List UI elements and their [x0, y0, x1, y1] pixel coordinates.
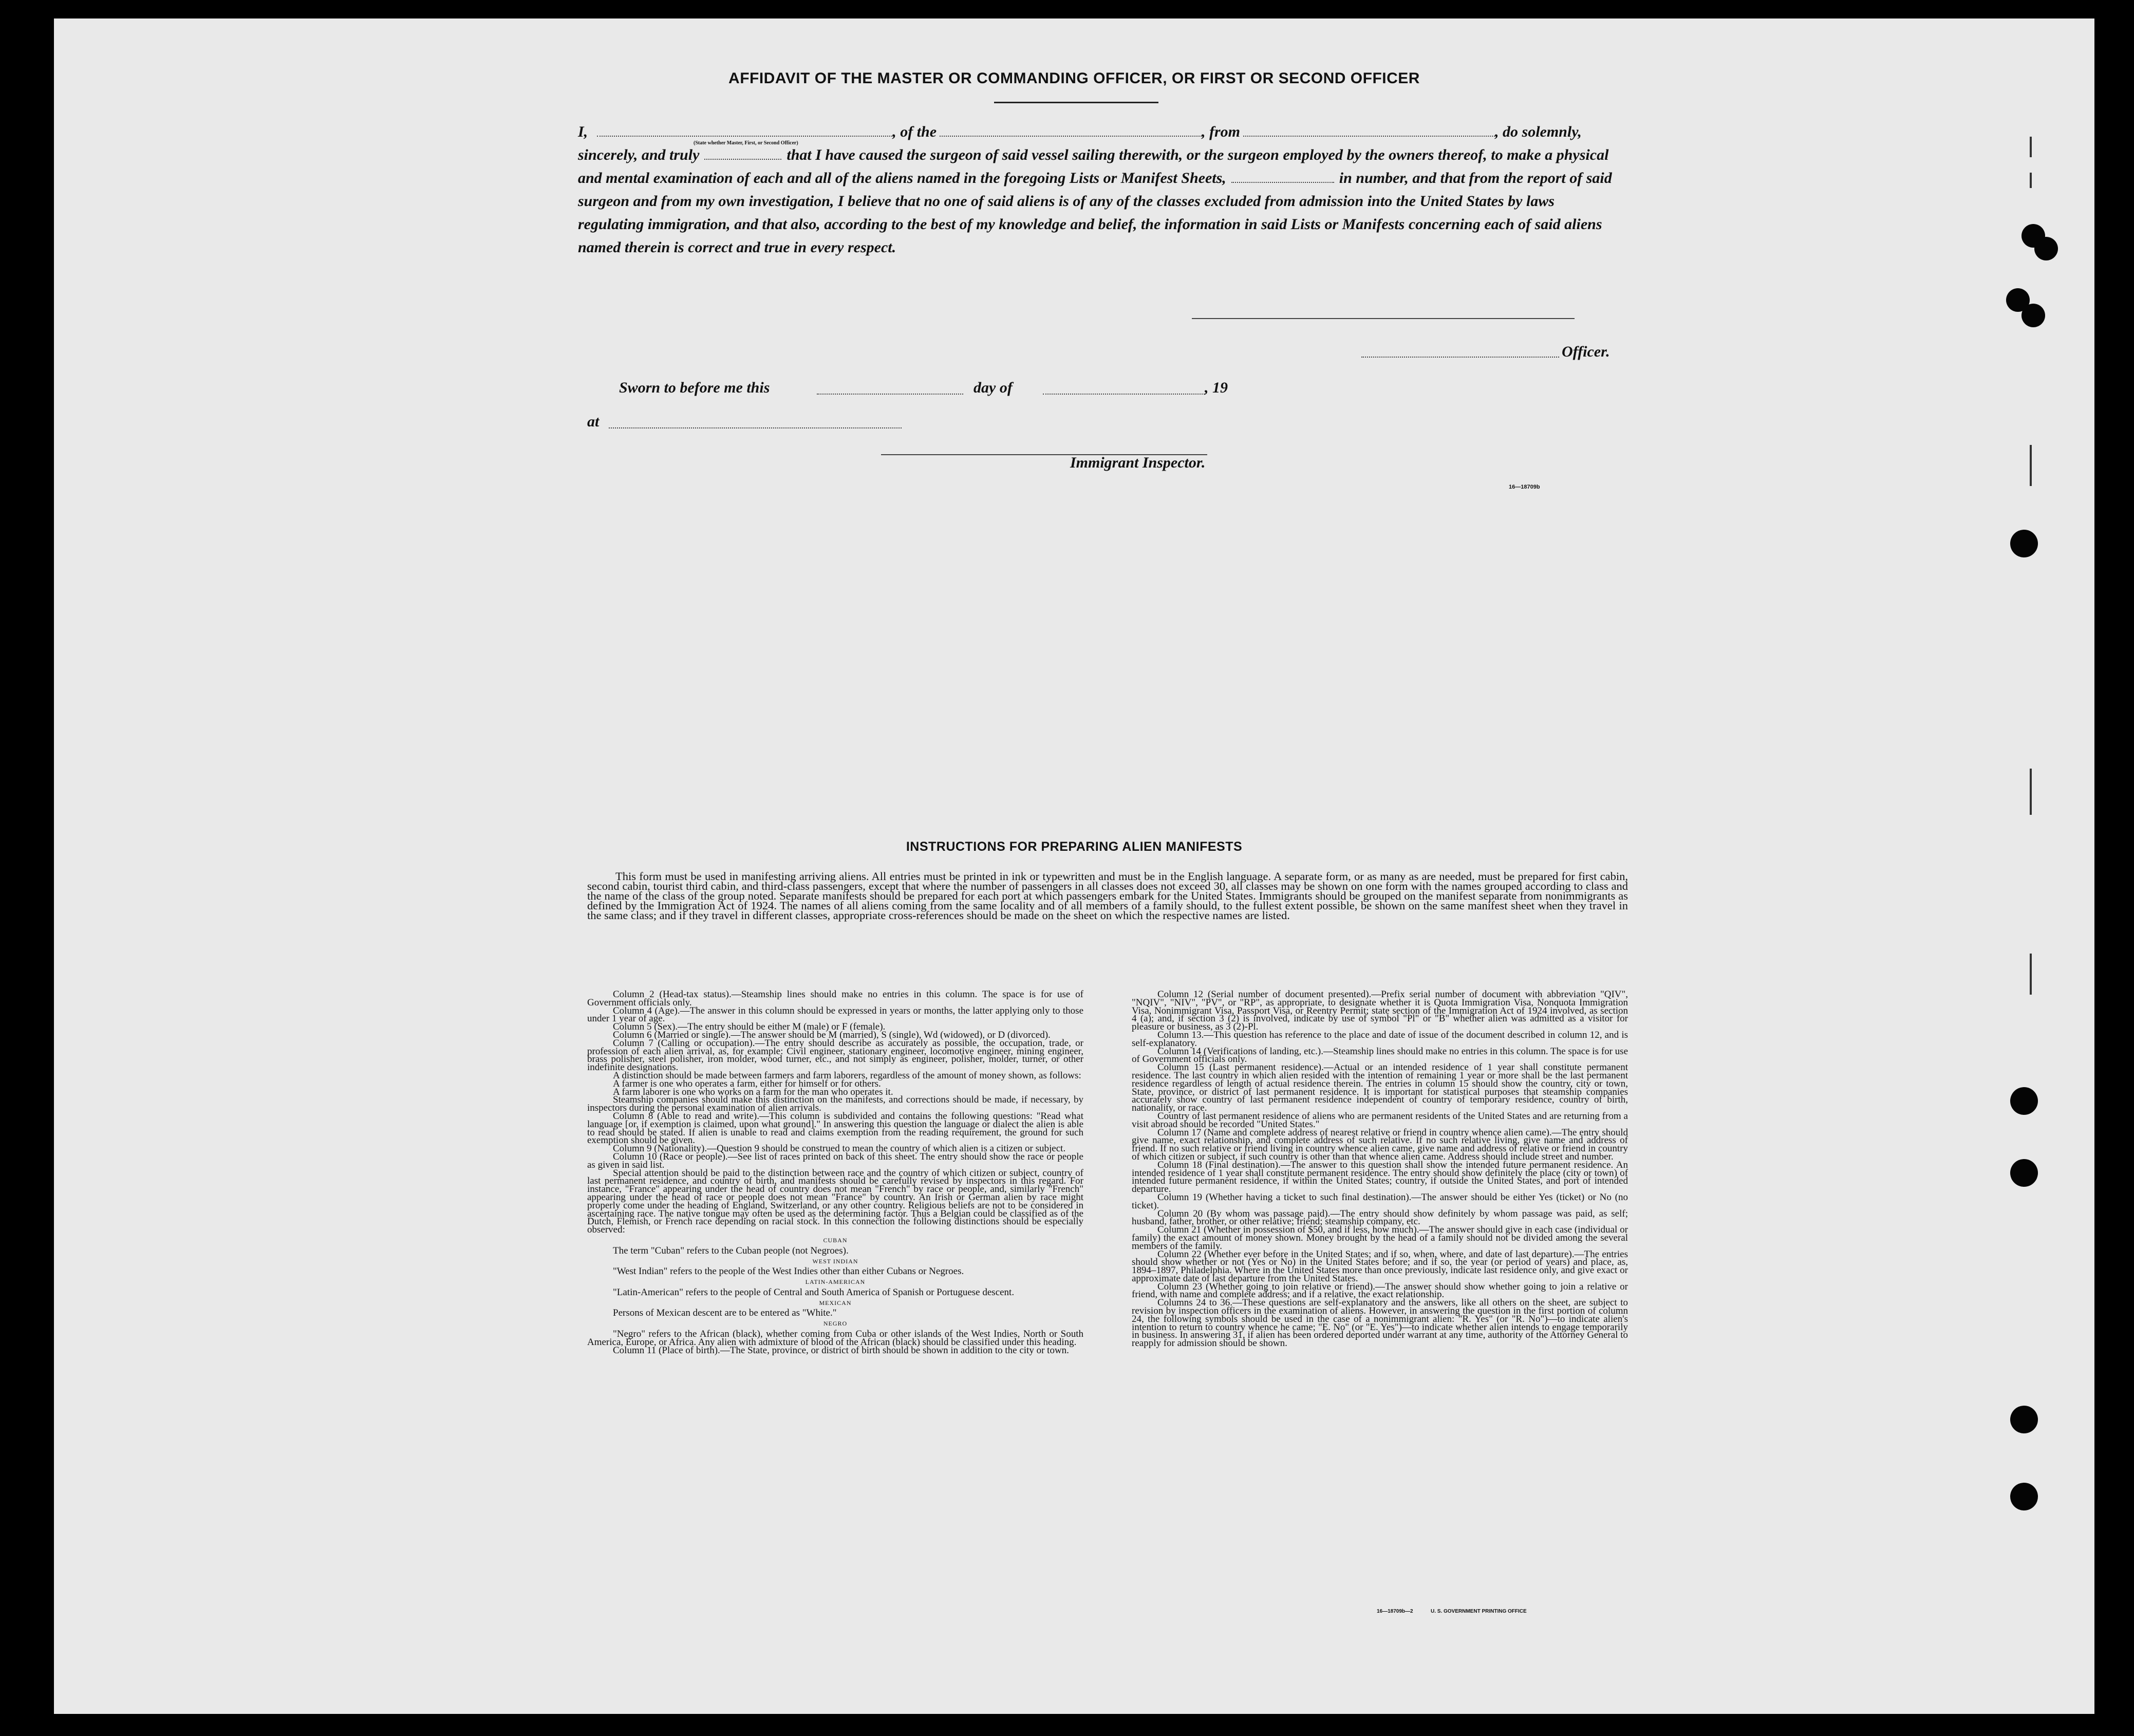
manifest-back-sheet [54, 18, 2094, 1714]
left-para: Column 5 (Sex).—The entry should be either M (male) or F (female). [613, 1021, 886, 1033]
right-para: Column 23 (Whether going to join relative or friend).—The answer should show whether going to join a relative or friend, with name and complete address; and if a relative, the exact relationship. [1132, 1281, 1628, 1300]
edge-mark [2030, 769, 2032, 815]
at-label: at [587, 413, 600, 430]
left-para: Column 9 (Nationality).—Question 9 should be construed to mean the country of which alien is a citizen or subject. [613, 1143, 1066, 1154]
right-para: Column 15 (Last permanent residence).—Actual or an intended residence of 1 year shall constitute permanent residence. The last country in which alien resided with the intention of remaining 1 year or more shall be the last permanent residence regardless of length of actual residence therein. The entries in column 15 should show the country, city or town, State, province, or district of last permanent residence. It is important for statistical purposes that steamship companies accurately show country of last permanent residence independent of country of temporary residence, country of birth, nationality, or race. [1132, 1062, 1628, 1114]
heading-west-indian: WEST INDIAN [812, 1257, 858, 1265]
signature-line [1192, 318, 1575, 319]
edge-mark [2030, 137, 2032, 157]
footer-form-number: 16—18709b—2 [1377, 1609, 1413, 1614]
affidavit-of-the: , of the [892, 123, 937, 140]
left-para: Column 2 (Head-tax status).—Steamship lines should make no entries in this column. The space is for use of Government officials only. [587, 989, 1083, 1008]
left-para: Column 10 (Race or people).—See list of races printed on back of this sheet. The entry should show the race or people as given in said list. [587, 1151, 1083, 1170]
right-para: Column 17 (Name and complete address of nearest relative or friend in country whence alien came).—The entry should give name, exact relationship, and complete address of such relative. If no such relative living, give name and address of friend. If no such relative or friend living in country whence alien came, give name and address of relative or friend in country of which citizen or subject, if such country is other than that whence alien came. Address should include street and number. [1132, 1127, 1628, 1162]
left-para: Column 8 (Able to read and write).—This column is subdivided and contains the following questions: "Read what language [or, if exemption is claimed, upon what ground]." In answering this question the language or dialect the alien is able to read should be stated. If alien is unable to read and claims exemption from the reading requirement, the ground for such exemption should be given. [587, 1110, 1083, 1146]
form-number: 16—18709b [1509, 484, 1540, 490]
right-para: Column 18 (Final destination).—The answer to this question shall show the intended future permanent residence. An intended residence of 1 year shall constitute permanent residence. The entry should show definitely the place (city or town) of intended future permanent residence, if within the United States; country, if outside the United States, and port of intended departure. [1132, 1159, 1628, 1195]
right-para: Column 14 (Verifications of landing, etc.).—Steamship lines should make no entries in this column. The space is for use of Government officials only. [1132, 1046, 1628, 1065]
punch-hole [2010, 1406, 2038, 1433]
left-para: "Negro" refers to the African (black), whether coming from Cuba or other islands of the West Indies, North or South America, Europe, or Africa. Any alien with admixture of blood of the African (black) should be classified under this heading. [587, 1329, 1083, 1348]
left-para: "Latin-American" refers to the people of Central and South America of Spanish or Portuguese descent. [613, 1286, 1015, 1298]
instructions-title: INSTRUCTIONS FOR PREPARING ALIEN MANIFESTS [906, 839, 1243, 854]
edge-mark [2030, 445, 2032, 486]
left-para: Column 11 (Place of birth).—The State, province, or district of birth should be shown in addition to the city or town. [613, 1345, 1069, 1356]
right-para: Column 13.—This question has reference to the place and date of issue of the document described in column 12, and is self-explanatory. [1132, 1029, 1628, 1049]
edge-mark [2030, 954, 2032, 995]
count-blank [1231, 171, 1334, 183]
right-para: Country of last permanent residence of aliens who are permanent residents of the United States and are returning from a visit abroad should be recorded "United States." [1132, 1110, 1628, 1130]
right-para: Column 22 (Whether ever before in the United States; and if so, when, where, and date of last departure).—The entries should show whether or not (Yes or No) in the United States before; and if so, the year (or period of years) and place, as, 1894–1897, Philadelphia. Where in the United States more than once previously, indicate last residence only, and give exact or approximate date of last departure from the United States. [1132, 1248, 1628, 1284]
left-para: A distinction should be made between farmers and farm laborers, regardless of the amount of money shown, as follows: [613, 1070, 1081, 1081]
right-para: Column 12 (Serial number of document presented).—Prefix serial number of document with abbreviation "QIV", "NQIV", "NIV", "PV", or "RP", as appropriate, to designate whether it is Quota Immigration Visa, Nonquota Immigration Visa, Nonimmigrant Visa, Passport Visa, or Reentry Permit; state section of the Immigration Act of 1924 involved, as section 4 (a); and, if section 3 (2) is involved, indicate by use of symbol "Pl" or "B" whether alien was admitted as a visitor for pleasure or business, as 3 (2)-Pl. [1132, 989, 1628, 1033]
left-para: The term "Cuban" refers to the Cuban people (not Negroes). [613, 1245, 849, 1256]
punch-hole [2010, 1483, 2038, 1510]
affidavit-line2b: that I have caused the surgeon of said vessel sailing therewith, or the surgeon employed by the owners thereof, to make a physical and mental examination of each and all of the aliens named in the foregoing Lists or Manifest Sheets, [578, 146, 1609, 186]
punch-hole [2010, 1159, 2038, 1187]
punch-hole [2010, 530, 2038, 557]
left-para: Column 4 (Age).—The answer in this column should be expressed in years or months, the latter applying only to those under 1 year of age. [587, 1005, 1083, 1024]
instructions-intro: This form must be used in manifesting arriving aliens. All entries must be printed in ink or typewritten and must be in the English language. A separate form, or as many as are needed, must be prepared for first cabin, second cabin, tourist third cabin, and third-class passengers, except that where the number of passengers in all classes does not exceed 30, all classes may be shown on one form with the names grouped according to class and the name of the class of the group noted. Separate manifests should be prepared for each port at which passengers embark for the United States. Immigrants should be grouped on the manifest separate from nonimmigrants as defined by the Immigration Act of 1924. The names of all aliens coming from the same locality and of all members of a family should, to the fullest extent possible, be shown on the same manifest sheet when they travel in the same class; and if they travel in different classes, appropriate cross-references should be made on the sheet on which the respective names are listed. [587, 870, 1628, 922]
vessel-blank [940, 124, 1202, 137]
punch-hole [2034, 237, 2058, 260]
left-para: Special attention should be paid to the distinction between race and the country of which citizen or subject, country of last permanent residence, and country of birth, and manifests should be carefully revised by inspectors in this regard. For instance, "France" appearing under the head of country does not mean "French" by race or people, and, similarly "French" appearing under the head of race or people does not mean "France" by country. An Irish or German alien by race might properly come under the heading of England, Switzerland, or any other country. Religious beliefs are not to be considered in ascertaining race. The native tongue may often be used as the determining factor. Thus a Belgian could be classified as of the Dutch, Flemish, or French race depending on racial stock. In this connection the following distinctions should be especially observed: [587, 1167, 1083, 1236]
footer-printing-office: U. S. GOVERNMENT PRINTING OFFICE [1431, 1609, 1527, 1614]
right-para: Column 19 (Whether having a ticket to such final destination).—The answer should be either Yes (ticket) or No (no ticket). [1132, 1191, 1628, 1211]
heading-latin-american: LATIN-AMERICAN [805, 1278, 866, 1286]
affidavit-body [578, 120, 1621, 259]
month-blank [1043, 382, 1205, 395]
heading-cuban: CUBAN [823, 1236, 848, 1244]
punch-hole [2010, 1087, 2038, 1115]
left-para: Column 7 (Calling or occupation).—The entry should describe as accurately as possible, the occupation, trade, or profession of each alien arrival, as, for example: Civil engineer, stationary engineer, locomotive engineer, mining engineer, brass polisher, steel polisher, iron molder, wood turner, etc., and not simply as engineer, polisher, molder, turner, or other indefinite designations. [587, 1037, 1083, 1073]
punch-hole [2021, 304, 2045, 327]
left-para: "West Indian" refers to the people of the West Indies other than either Cubans or Negroes. [613, 1266, 964, 1277]
right-para: Columns 24 to 36.—These questions are self-explanatory and the answers, like all others on the sheet, are subject to revision by inspection officers in the examination of aliens. However, in answering the question in the first portion of column 24, the following symbols should be used in the case of a nonimmigrant alien: "R. Yes" (or "R. No")—to indicate alien's intention to return to country whence he came; "E. No" (or "E. Yes")—to indicate whether alien intends to engage temporarily in business. In answering 31, if alien has been ordered deported under warrant at any time, authority of the Attorney General to reapply for admission should be shown. [1132, 1297, 1628, 1349]
inspector-label: Immigrant Inspector. [1070, 454, 1206, 471]
left-para: Column 6 (Married or single).—The answer should be M (married), S (single), Wd (widowed), or D (divorced). [613, 1029, 1051, 1040]
sworn-label: Sworn to before me this [619, 379, 770, 396]
affidavit-title: AFFIDAVIT OF THE MASTER OR COMMANDING OFFICER, OR FIRST OR SECOND OFFICER [728, 70, 1420, 87]
place-blank [609, 416, 902, 428]
from-port-blank [1243, 124, 1495, 137]
left-para: A farmer is one who operates a farm, either for himself or for others. [613, 1078, 881, 1089]
day-of-label: day of [974, 379, 1013, 396]
heading-negro: NEGRO [823, 1320, 848, 1328]
affidavit-i: I, [578, 123, 588, 140]
affidavit-line2a: solemnly, sincerely, and truly [578, 123, 1582, 163]
year-label: , 19 [1205, 379, 1228, 396]
sworn-day-blank [817, 382, 963, 395]
left-para: Persons of Mexican descent are to be entered as "White." [613, 1308, 837, 1319]
edge-mark [2030, 173, 2032, 188]
affidavit-from: , from [1202, 123, 1241, 140]
officer-blank [1361, 345, 1559, 358]
instructions-left-column [587, 991, 1083, 1354]
left-para: A farm laborer is one who works on a farm for the man who operates it. [613, 1086, 893, 1097]
right-para: Column 20 (By whom was passage paid).—The entry should show definitely by whom passage was paid, as self; husband, father, brother, or other relative; friend; steamship company, etc. [1132, 1208, 1628, 1227]
right-para: Column 21 (Whether in possession of $50, and if less, how much).—The answer should give in each case (individual or family) the exact amount of money shown. Money brought by the head of a family should not be divided among the several members of the family. [1132, 1224, 1628, 1252]
officer-label: Officer. [1562, 343, 1610, 360]
title-rule [994, 102, 1158, 103]
instructions-right-column [1132, 991, 1628, 1348]
state-note: (State whether Master, First, or Second Officer) [694, 140, 798, 146]
left-para: Steamship companies should make this distinction on the manifests, and corrections should be made, if necessary, by inspectors during the personal examination of alien arrivals. [587, 1094, 1083, 1114]
heading-mexican: MEXICAN [819, 1299, 852, 1306]
affidavit-do: , do [1495, 123, 1519, 140]
affidavit-line4b: in number, and that from the report of said surgeon and from my own investigation, I believe that no one of said aliens is of any of the classes excluded from admission into the United States by laws regulating immigration, and that also, according to the best of my knowledge and belief, the information in said Lists or Manifests concerning each of said aliens named therein is correct and true in every respect. [578, 170, 1612, 256]
